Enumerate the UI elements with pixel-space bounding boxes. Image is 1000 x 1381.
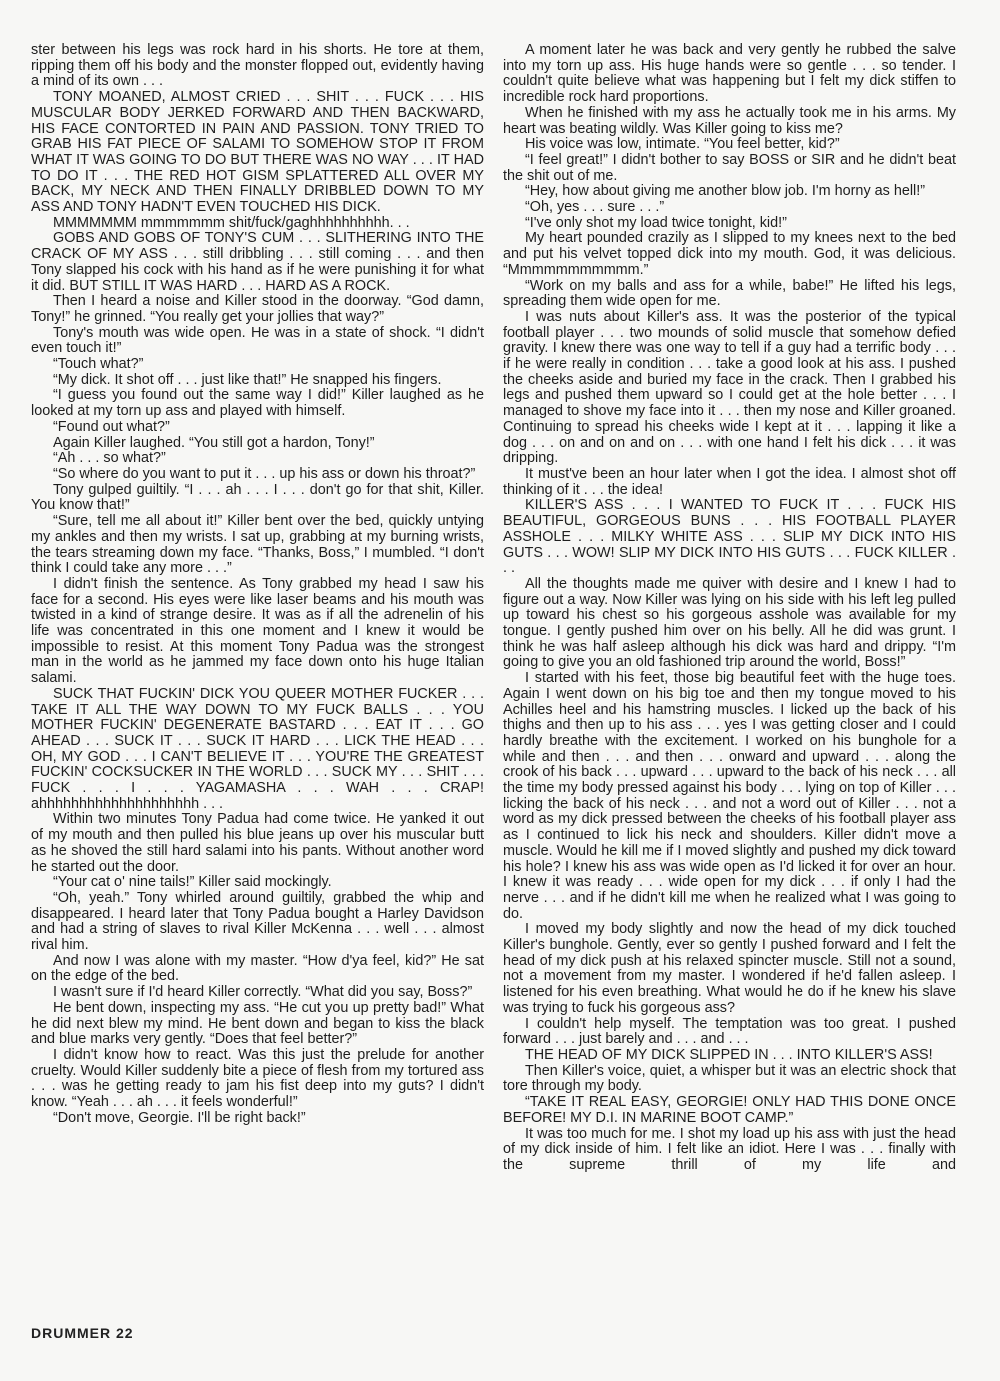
paragraph: When he finished with my ass he actually took me in his arms. My heart was beating wildly. Was Killer going to kiss me? xyxy=(503,104,956,137)
paragraph: And now I was alone with my master. “How d'ya feel, kid?” He sat on the edge of the bed. xyxy=(31,952,484,985)
paragraph: Then Killer's voice, quiet, a whisper but it was an electric shock that tore through my body. xyxy=(503,1062,956,1095)
paragraph: “So where do you want to put it . . . up his ass or down his throat?” xyxy=(53,465,476,482)
paragraph: “Work on my balls and ass for a while, babe!” He lifted his legs, spreading them wide open for me. xyxy=(503,277,956,310)
paragraph: “I feel great!” I didn't bother to say BOSS or SIR and he didn't beat the shit out of me. xyxy=(503,151,956,184)
paragraph: A moment later he was back and very gently he rubbed the salve into my torn up ass. His huge hands were so gentle . . . so tender. I couldn't quite believe what was happening but I felt my dick stiffen to incredible rock hard proportions. xyxy=(503,42,956,106)
paragraph: Within two minutes Tony Padua had come twice. He yanked it out of my mouth and then pulled his blue jeans up over his muscular butt as he shoved the still hard salami into his pants. Without another word he started out the door. xyxy=(31,811,484,875)
paragraph: I couldn't help myself. The temptation was too great. I pushed forward . . . just barely and . . . and . . . xyxy=(503,1015,956,1048)
paragraph: My heart pounded crazily as I slipped to my knees next to the bed and put his velvet topped dick into my mouth. God, it was delicious. “Mmmmmmmmmmm.” xyxy=(503,230,956,278)
paragraph: “Your cat o' nine tails!” Killer said mockingly. xyxy=(53,874,332,891)
paragraph: TONY MOANED, ALMOST CRIED . . . SHIT . . . FUCK . . . HIS MUSCULAR BODY JERKED FORWARD AND THEN BACKWARD, HIS FACE CONTORTED IN PAIN AND PASSION. TONY TRIED TO GRAB HIS FAT PIECE OF SALAMI TO SOMEHOW STOP IT FROM WHAT IT WAS GOING TO DO BUT THERE WAS NO WAY . . . IT HAD TO DO IT . . . THE RED HOT GISM SPLATTERED ALL OVER MY BACK, MY NECK AND THEN FINALLY DRIBBLED DOWN TO MY ASS AND TONY HADN'T EVEN TOUCHED HIS DICK. xyxy=(31,89,484,216)
paragraph: I wasn't sure if I'd heard Killer correctly. “What did you say, Boss?” xyxy=(53,984,473,1001)
paragraph: Tony's mouth was wide open. He was in a state of shock. “I didn't even touch it!” xyxy=(31,324,484,357)
paragraph: “Don't move, Georgie. I'll be right back!” xyxy=(53,1109,306,1126)
paragraph: I didn't finish the sentence. As Tony grabbed my head I saw his face for a second. His eyes were like laser beams and his mouth was twisted in a kind of strange desire. It was as if all the adrenelin of his life was concentrated in this one moment and I knew it would be impossible to resist. At this moment Tony Padua was the strongest man in the world as he jammed my face down onto his huge Italian salami. xyxy=(31,575,484,687)
paragraph: “Sure, tell me all about it!” Killer bent over the bed, quickly untying my ankles and then my wrists. I sat up, grabbing at my burning wrists, the tears streaming down my face. “Thanks, Boss,” I mumbled. “I don't think I could take any more . . .” xyxy=(31,513,484,577)
paragraph: “Oh, yeah.” Tony whirled around guiltily, grabbed the whip and disappeared. I heard later that Tony Padua bought a Harley Davidson and had a string of slaves to rival Killer McKenna . . . well . . . almost rival him. xyxy=(31,889,484,954)
paragraph: GOBS AND GOBS OF TONY'S CUM . . . SLITHERING INTO THE CRACK OF MY ASS . . . still dribbling . . . still coming . . . and then Tony slapped his cock with his hand as if he were punishing it for what it did. BUT STILL IT WAS HARD . . . HARD AS A ROCK. xyxy=(31,230,484,294)
page-folio: DRUMMER 22 xyxy=(31,1325,134,1341)
paragraph: All the thoughts made me quiver with desire and I knew I had to figure out a way. Now Killer was lying on his side with his left leg pulled up toward his chest so his gorgeous asshole was available for my tongue. I gently pushed him over on his belly. All he did was grunt. I think he was half asleep although his dick was hard and drippy. “I'm going to give you an old fashioned trip around the world, Boss!” xyxy=(503,575,956,671)
paragraph: “TAKE IT REAL EASY, GEORGIE! ONLY HAD THIS DONE ONCE BEFORE! MY D.I. IN MARINE BOOT CAMP.” xyxy=(503,1094,956,1126)
paragraph: It was too much for me. I shot my load up his ass with just the head of my dick inside of him. I felt like an idiot. Here I was . . . finally with the supreme thrill of my life and xyxy=(503,1125,956,1173)
paragraph: THE HEAD OF MY DICK SLIPPED IN . . . INTO KILLER'S ASS! xyxy=(525,1047,933,1063)
paragraph: Tony gulped guiltily. “I . . . ah . . . I . . . don't go for that shit, Killer. You know that!” xyxy=(31,481,484,514)
paragraph: “My dick. It shot off . . . just like that!” He snapped his fingers. xyxy=(53,371,442,388)
paragraph: KILLER'S ASS . . . I WANTED TO FUCK IT . . . FUCK HIS BEAUTIFUL, GORGEOUS BUNS . . . HIS FOOTBALL PLAYER ASSHOLE . . . MILKY WHITE ASS . . . SLIP MY DICK INTO HIS GUTS . . . WOW! SLIP MY DICK INTO HIS GUTS . . . FUCK KILLER . . . xyxy=(503,497,956,577)
right-column xyxy=(503,43,956,1174)
paragraph: MMMMMMM mmmmmmm shit/fuck/gaghhhhhhhhhh. . . xyxy=(53,214,410,231)
paragraph: “Oh, yes . . . sure . . .” xyxy=(525,199,665,216)
left-column xyxy=(31,43,484,1127)
paragraph: ster between his legs was rock hard in his shorts. He tore at them, ripping them off his body and the monster flopped out, evidently having a mind of its own . . . xyxy=(31,42,484,90)
paragraph: I moved my body slightly and now the head of my dick touched Killer's bunghole. Gently, ever so gently I pushed forward and I felt the head of my dick push at his relaxed spincter muscle. Still not a sound, not a movement from my master. I wondered if he'd fallen asleep. I listened for his even breathing. What would he do if he knew his slave was trying to fuck his gorgeous ass? xyxy=(503,921,956,1016)
paragraph: “I guess you found out the same way I did!” Killer laughed as he looked at my torn up ass and played with himself. xyxy=(31,387,484,420)
paragraph: “Hey, how about giving me another blow job. I'm horny as hell!” xyxy=(525,183,926,200)
paragraph: Again Killer laughed. “You still got a hardon, Tony!” xyxy=(53,434,375,451)
paragraph: SUCK THAT FUCKIN' DICK YOU QUEER MOTHER FUCKER . . . TAKE IT ALL THE WAY DOWN TO MY FUCK BALLS . . . YOU MOTHER FUCKIN' DEGENERATE BASTARD . . . EAT IT . . . GO AHEAD . . . SUCK IT . . . SUCK IT HARD . . . LICK THE HEAD . . . OH, MY GOD . . . I CAN'T BELIEVE IT . . . YOU'RE THE GREATEST FUCKIN' COCKSUCKER IN THE WORLD . . . SUCK MY . . . SHIT . . . FUCK . . . I . . . YAGAMASHA . . . WAH . . . CRAP! ahhhhhhhhhhhhhhhhhhhh . . . xyxy=(31,685,484,812)
paragraph: I didn't know how to react. Was this just the prelude for another cruelty. Would Killer suddenly bite a piece of flesh from my tortured ass . . . was he getting ready to jam his fist deep into my guts? I didn't know. “Yeah . . . ah . . . it feels wonderful!” xyxy=(31,1047,484,1111)
paragraph: I was nuts about Killer's ass. It was the posterior of the typical football player . . . two mounds of solid muscle that somehow defied gravity. I knew there was one way to tell if a guy had a terrific body . . . if he were really in condition . . . take a good look at his ass. I pushed the cheeks aside and buried my face in the crack. Then I grabbed his legs and pushed them upward so I could get at the hole better . . . I managed to shove my face into it . . . then my nose and Killer groaned. Continuing to spread his cheeks wide I kept at it . . . lapping it like a dog . . . on and on and on . . . with one hand I felt his dick . . . it was dripping. xyxy=(503,308,956,467)
paragraph: I started with his feet, those big beautiful feet with the huge toes. Again I went down on his big toe and then my tongue moved to his Achilles heel and his hamstring muscles. I licked up the back of his thighs and then up to his ass . . . yes I was getting closer and I could hardly breathe with the excitement. I worked on his bunghole for a while and then . . . and then . . . onward and upward . . . along the crook of his back . . . upward . . . upward to the back of his neck . . . all the time my body pressed against his body . . . lying on top of Killer . . . licking the back of his neck . . . and not a word out of Killer . . . not a word as my dick pressed between the cheeks of his football player ass as I continued to lick his neck and shoulders. Killer didn't move a muscle. Would he kill me if I moved slightly and pushed my dick toward his hole? I knew his ass was wide open as I'd licked it for over an hour. I knew it was ready . . . wide open for my dick . . . if only I had the nerve . . . and if he didn't kill me when he realized what I was going to do. xyxy=(503,670,956,922)
paragraph: “Touch what?” xyxy=(53,356,144,373)
paragraph: “I've only shot my load twice tonight, kid!” xyxy=(525,214,787,231)
paragraph: “Ah . . . so what?” xyxy=(53,450,166,467)
paragraph: He bent down, inspecting my ass. “He cut you up pretty bad!” What he did next blew my mind. He bent down and began to kiss the black and blue marks very gently. “Does that feel better?” xyxy=(31,999,484,1048)
paragraph: Then I heard a noise and Killer stood in the doorway. “God damn, Tony!” he grinned. “You really get your jollies that way?” xyxy=(31,293,484,325)
paragraph: His voice was low, intimate. “You feel better, kid?” xyxy=(525,136,840,153)
paragraph: It must've been an hour later when I got the idea. I almost shot off thinking of it . . . the idea! xyxy=(503,465,956,498)
paragraph: “Found out what?” xyxy=(53,418,170,435)
